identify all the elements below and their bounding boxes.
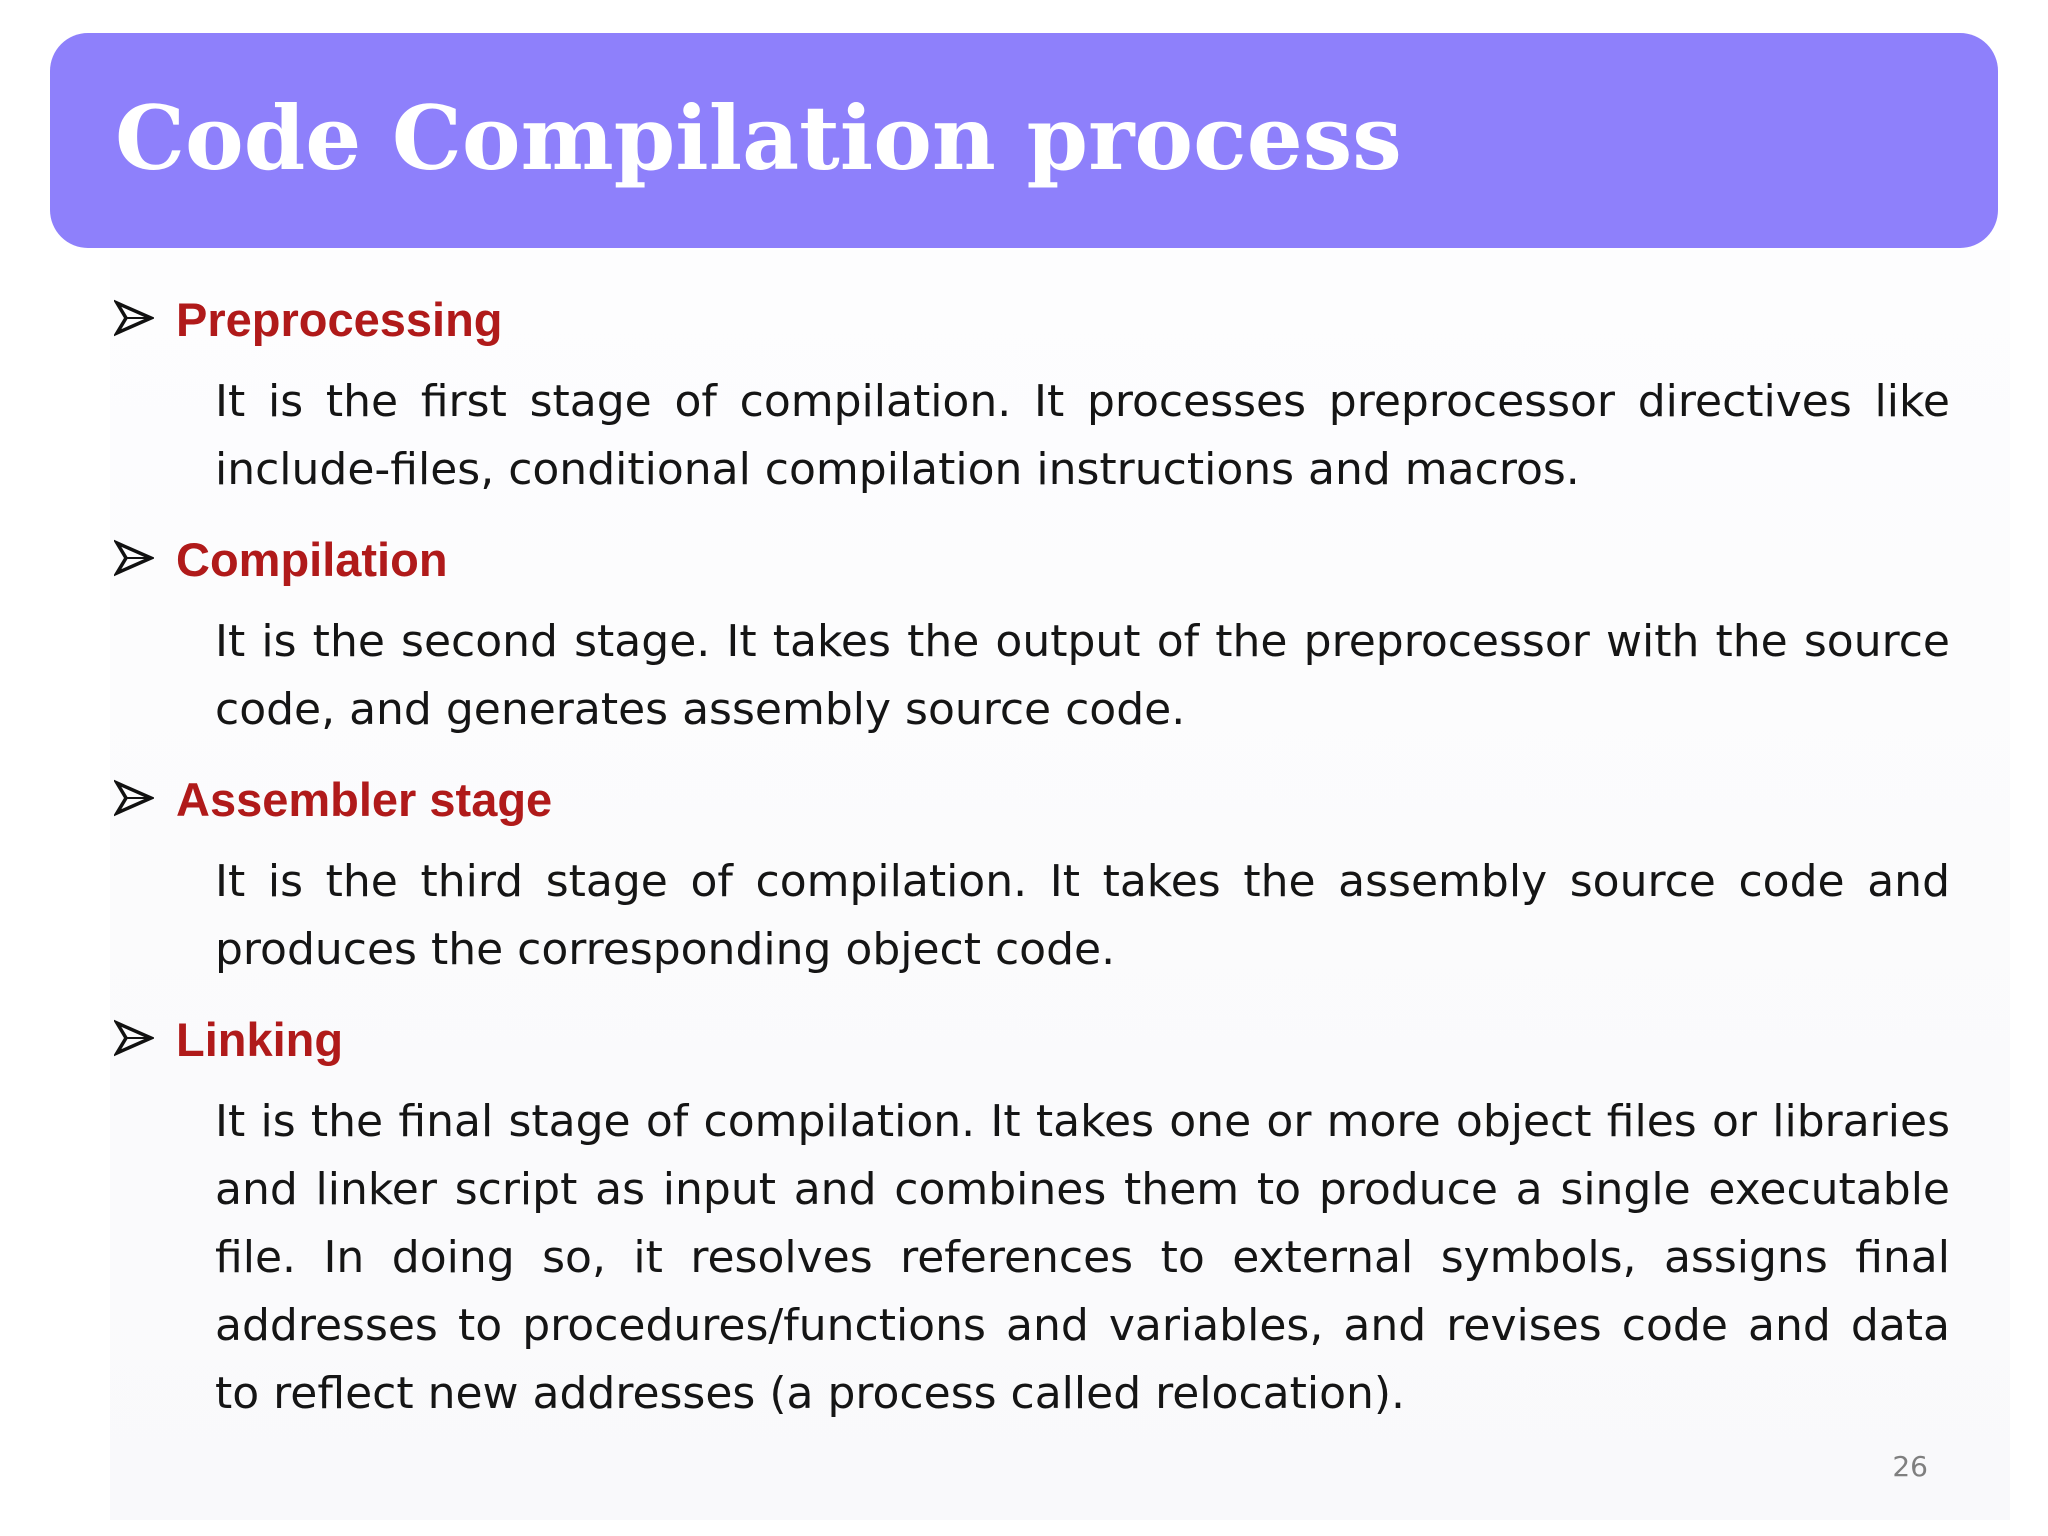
section-heading <box>110 1010 1950 1070</box>
title-bar <box>50 33 1998 248</box>
page-number: 26 <box>1892 1450 1928 1483</box>
section-linking <box>110 1010 1950 1428</box>
section-heading <box>110 530 1950 590</box>
section-heading-text: Linking <box>176 1013 344 1066</box>
section-heading-text: Preprocessing <box>176 293 503 346</box>
section-assembler-stage <box>110 770 1950 984</box>
arrow-bullet-icon <box>114 1018 154 1058</box>
section-body-text: It is the first stage of compilation. It processes preprocessor directives like include-files, conditional compilation instructions and macros. <box>215 376 1950 495</box>
section-preprocessing <box>110 290 1950 504</box>
slide-title: Code Compilation process <box>115 86 1402 190</box>
arrow-bullet-icon <box>114 778 154 818</box>
section-heading-text: Compilation <box>176 533 448 586</box>
section-body-text: It is the final stage of compilation. It takes one or more object files or libraries and linker script as input and combines them to produce a single executable file. In doing so, it resolves references to external symbols, assigns final addresses to procedures/functions and variables, and revises code and data to reflect new addresses (a process called relocation). <box>215 1096 1950 1419</box>
arrow-bullet-icon <box>114 538 154 578</box>
section-body-text: It is the third stage of compilation. It takes the assembly source code and produces the corresponding object code. <box>215 856 1950 975</box>
section-heading-text: Assembler stage <box>176 773 553 826</box>
section-body-text: It is the second stage. It takes the output of the preprocessor with the source code, and generates assembly source code. <box>215 616 1950 735</box>
section-compilation <box>110 530 1950 744</box>
section-heading <box>110 290 1950 350</box>
section-heading <box>110 770 1950 830</box>
arrow-bullet-icon <box>114 298 154 338</box>
